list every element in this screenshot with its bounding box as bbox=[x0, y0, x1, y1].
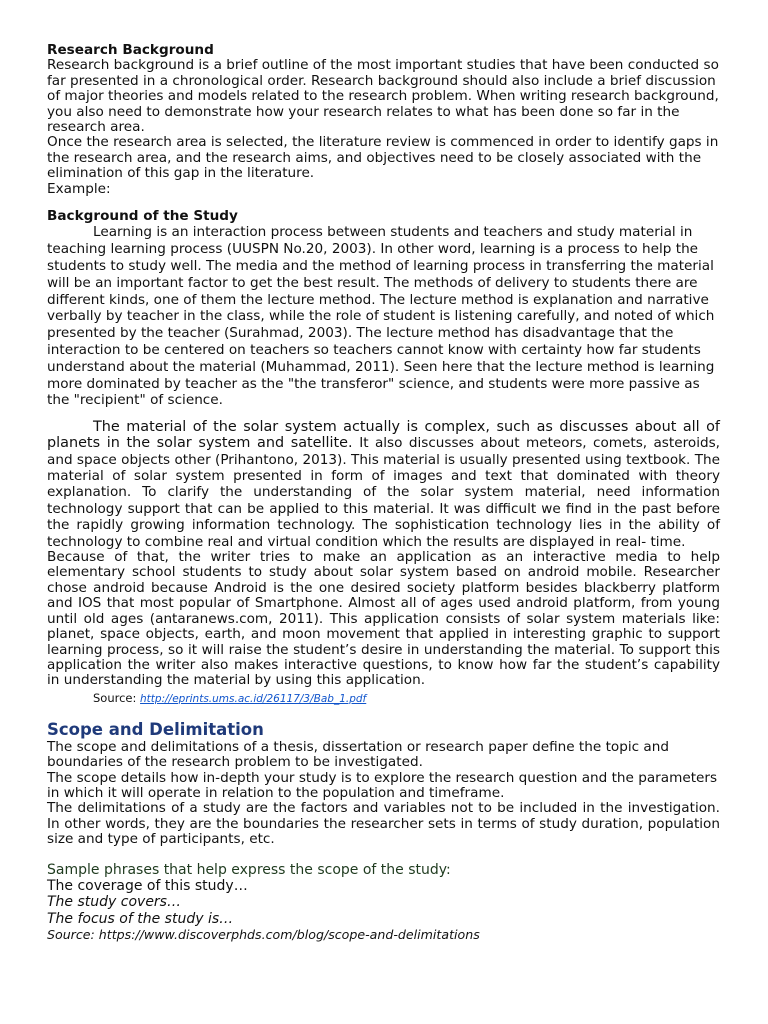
scope-title: Scope and Delimitation bbox=[47, 719, 264, 739]
source-label: Source: bbox=[93, 690, 141, 705]
phrase-2: The study covers… bbox=[47, 894, 181, 911]
background-para-1: Learning is an interaction process between students and teachers and study material in teaching learning process (UUSPN No.20, 2003). In other word, learning is a process to help the students to study well. The media and the method of learning process in transferring the material will be an important factor to get the best result. The methods of delivery to students there are different kinds, one of them the lecture method. The lecture method is explanation and narrative verbally by teacher in the class, while the role of student is listening carefully, and noted of which presented by the teacher (Surahmad, 2003). The lecture method has disadvantage that the interaction to be centered on teachers so teachers cannot know with certainty how far students understand about the material (Muhammad, 2011). Seen here that the lecture method is learning more dominated by teacher as the "the transferor" science, and students were more passive as the "recipient" of science. bbox=[47, 224, 715, 409]
scope-para-2: The scope details how in-depth your study is to explore the research question and the parameters in which it will operate in relation to the population and timeframe. bbox=[47, 769, 718, 801]
document-page bbox=[47, 43, 720, 942]
source-link[interactable]: http://eprints.ums.ac.id/26117/3/Bab_1.pdf bbox=[140, 692, 367, 705]
solar-system-para bbox=[47, 419, 720, 550]
example-label: Example: bbox=[47, 180, 111, 197]
scope-para-3: The delimitations of a study are the factors and variables not to be included in the investigation. In other words, they are the boundaries the researcher sets in terms of study duration, population size and type of participants, etc. bbox=[47, 800, 720, 848]
research-background-heading: Research Background bbox=[47, 42, 214, 58]
scope-para-1: The scope and delimitations of a thesis, dissertation or research paper define the topic and boundaries of the research problem to be investigated. bbox=[47, 738, 669, 771]
solar-rest-text: It also discusses about meteors, comets, asteroids, and space objects other (Prihantono, 2013). This material is usually presented using textbook. The material of solar system presented in form of images and text that dominated with theory explanation. To clarify the understanding of the solar system material, need information technology support that can be applied to this material. It was difficult we find in the past before the rapidly growing information technology. The sophistication technology lies in the ability of technology to combine real and virtual condition which the results are displayed in real- time. bbox=[47, 435, 720, 550]
phrase-1: The coverage of this study… bbox=[47, 877, 248, 894]
application-para: Because of that, the writer tries to make an application as an interactive media to help elementary school students to study about solar system based on android mobile. Researcher chose android because Android is the one desired society platform besides blackberry platform and IOS that most popular of Smartphone. Almost all of ages used android platform, from young until old ages (antaranews.com, 2011). This application consists of solar system materials like: planet, space objects, earth, and moon movement that applied in interesting graphic to support learning process, so it will raise the student’s desire in understanding the material. To support this application the writer also makes interactive questions, to know how far the student’s capability in understanding the material by using this application. bbox=[47, 549, 720, 689]
sample-phrases-heading: Sample phrases that help express the scope of the study: bbox=[47, 861, 451, 878]
solar-lead-text: The material of the solar system actually is complex, such as discusses about all of planets in the solar system and satellite. bbox=[47, 419, 720, 452]
source-citation bbox=[93, 691, 720, 706]
research-background-para-1: Research background is a brief outline of the most important studies that have been conducted so far presented in a chronological order. Research background should also include a brief discussion of major theories and models related to the research problem. When writing research background, you also need to demonstrate how your research relates to what has been done so far in the research area. bbox=[47, 57, 719, 136]
research-background-para-2: Once the research area is selected, the literature review is commenced in order to identify gaps in the research area, and the research aims, and objectives need to be closely associated with the elimination of this gap in the literature. bbox=[47, 134, 719, 182]
background-of-study-heading: Background of the Study bbox=[47, 208, 238, 225]
phrase-3: The focus of the study is… bbox=[47, 910, 234, 927]
scope-source: Source: https://www.discoverphds.com/blog/scope-and-delimitations bbox=[47, 927, 480, 943]
